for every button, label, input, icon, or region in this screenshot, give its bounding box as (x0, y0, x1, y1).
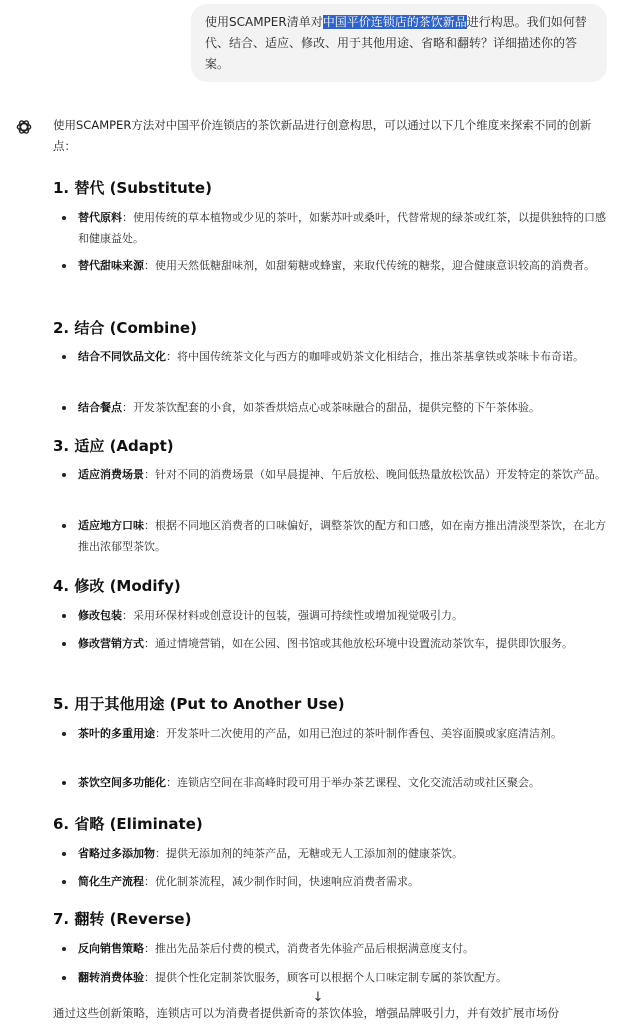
bullet-dot-icon (62, 524, 66, 528)
arrow-down-icon[interactable]: ↓ (312, 990, 324, 1005)
bullet-text: ：通过情境营销，如在公园、图书馆或其他放松环境中设置流动茶饮车，提供即饮服务。 (144, 637, 573, 650)
section-title: 2. 结合 (Combine) (53, 319, 197, 337)
user-message-text: 使用SCAMPER清单对 (205, 15, 323, 29)
bullet-label: 结合不同饮品文化 (78, 350, 166, 363)
bullet-dot-icon (62, 880, 66, 884)
bullet-text: ：连锁店空间在非高峰时段可用于举办茶艺课程、文化交流活动或社区聚会。 (166, 776, 540, 789)
section-title: 6. 省略 (Eliminate) (53, 815, 203, 833)
bullet-dot-icon (62, 976, 66, 980)
bullet-label: 适应消费场景 (78, 468, 144, 481)
bullet-item (53, 843, 607, 864)
bullet-item (53, 397, 607, 418)
bullet-item (53, 464, 607, 485)
selected-text-highlight[interactable]: 中国平价连锁店的茶饮新品 (322, 15, 467, 29)
bullet-dot-icon (62, 642, 66, 646)
bullet-label: 茶饮空间多功能化 (78, 776, 166, 789)
assistant-intro: 使用SCAMPER方法对中国平价连锁店的茶饮新品进行创意构思，可以通过以下几个维度来探索不同的创新点： (53, 118, 592, 153)
bullet-text: ：开发茶叶二次使用的产品，如用已泡过的茶叶制作香包、美容面膜或家庭清洁剂。 (155, 727, 562, 740)
bullet-item (53, 207, 607, 249)
bullet-label: 修改营销方式 (78, 637, 144, 650)
bullet-item (53, 871, 607, 892)
bullet-item (53, 255, 607, 276)
bullet-dot-icon (62, 852, 66, 856)
section-title: 5. 用于其他用途 (Put to Another Use) (53, 695, 345, 713)
bullet-text: ：优化制茶流程，减少制作时间，快速响应消费者需求。 (144, 875, 419, 888)
bullet-label: 省略过多添加物 (78, 847, 155, 860)
bullet-dot-icon (62, 614, 66, 618)
assistant-sections (53, 0, 607, 1024)
bullet-item (53, 633, 607, 654)
assistant-footer: 通过这些创新策略，连锁店可以为消费者提供新奇的茶饮体验，增强品牌吸引力，并有效扩展市场份 (53, 1006, 559, 1020)
bullet-text: ：采用环保材料或创意设计的包装，强调可持续性或增加视觉吸引力。 (122, 609, 463, 622)
bullet-label: 结合餐点 (78, 401, 122, 414)
bullet-dot-icon (62, 732, 66, 736)
openai-logo-icon (14, 117, 34, 137)
bullet-label: 翻转消费体验 (78, 971, 144, 984)
user-message-text-rest: 进行构思。我们如何替代、结合、适应、修改、用于其他用途、省略和翻转？详细描述你的答案。 (205, 15, 587, 71)
section-title: 7. 翻转 (Reverse) (53, 910, 192, 928)
bullet-item (53, 723, 607, 744)
bullet-text: ：推出先品茶后付费的模式，消费者先体验产品后根据满意度支付。 (144, 942, 474, 955)
bullet-item (53, 346, 607, 367)
bullet-text: ：将中国传统茶文化与西方的咖啡或奶茶文化相结合，推出茶基拿铁或茶味卡布奇诺。 (166, 350, 584, 363)
bullet-dot-icon (62, 216, 66, 220)
bullet-dot-icon (62, 406, 66, 410)
bullet-text: ：针对不同的消费场景（如早晨提神、午后放松、晚间低热量放松饮品）开发特定的茶饮产品。 (144, 468, 606, 481)
section-title: 4. 修改 (Modify) (53, 577, 181, 595)
bullet-item (53, 938, 607, 959)
bullet-text: ：使用天然低糖甜味剂，如甜菊糖或蜂蜜，来取代传统的糖浆，迎合健康意识较高的消费者。 (144, 259, 595, 272)
bullet-dot-icon (62, 355, 66, 359)
bullet-label: 替代原料 (78, 211, 122, 224)
bullet-text: ：提供无添加剂的纯茶产品，无糖或无人工添加剂的健康茶饮。 (155, 847, 463, 860)
bullet-text: ：根据不同地区消费者的口味偏好，调整茶饮的配方和口感，如在南方推出清淡型茶饮，在北方推出浓郁型茶饮。 (78, 519, 606, 553)
bullet-item (53, 515, 607, 557)
bullet-label: 反向销售策略 (78, 942, 144, 955)
bullet-label: 替代甜味来源 (78, 259, 144, 272)
bullet-item (53, 772, 607, 793)
bullet-label: 茶叶的多重用途 (78, 727, 155, 740)
bullet-text: ：使用传统的草本植物或少见的茶叶，如紫苏叶或桑叶，代替常规的绿茶或红茶，以提供独特的口感和健康益处。 (78, 211, 606, 245)
section-title: 3. 适应 (Adapt) (53, 437, 174, 455)
bullet-dot-icon (62, 473, 66, 477)
bullet-dot-icon (62, 781, 66, 785)
section-title: 1. 替代 (Substitute) (53, 179, 212, 197)
bullet-text: ：提供个性化定制茶饮服务，顾客可以根据个人口味定制专属的茶饮配方。 (144, 971, 507, 984)
bullet-label: 修改包装 (78, 609, 122, 622)
bullet-item (53, 605, 607, 626)
bullet-dot-icon (62, 947, 66, 951)
bullet-text: ：开发茶饮配套的小食，如茶香烘焙点心或茶味融合的甜品，提供完整的下午茶体验。 (122, 401, 540, 414)
bullet-item (53, 967, 607, 988)
bullet-label: 适应地方口味 (78, 519, 144, 532)
bullet-dot-icon (62, 264, 66, 268)
bullet-label: 简化生产流程 (78, 875, 144, 888)
